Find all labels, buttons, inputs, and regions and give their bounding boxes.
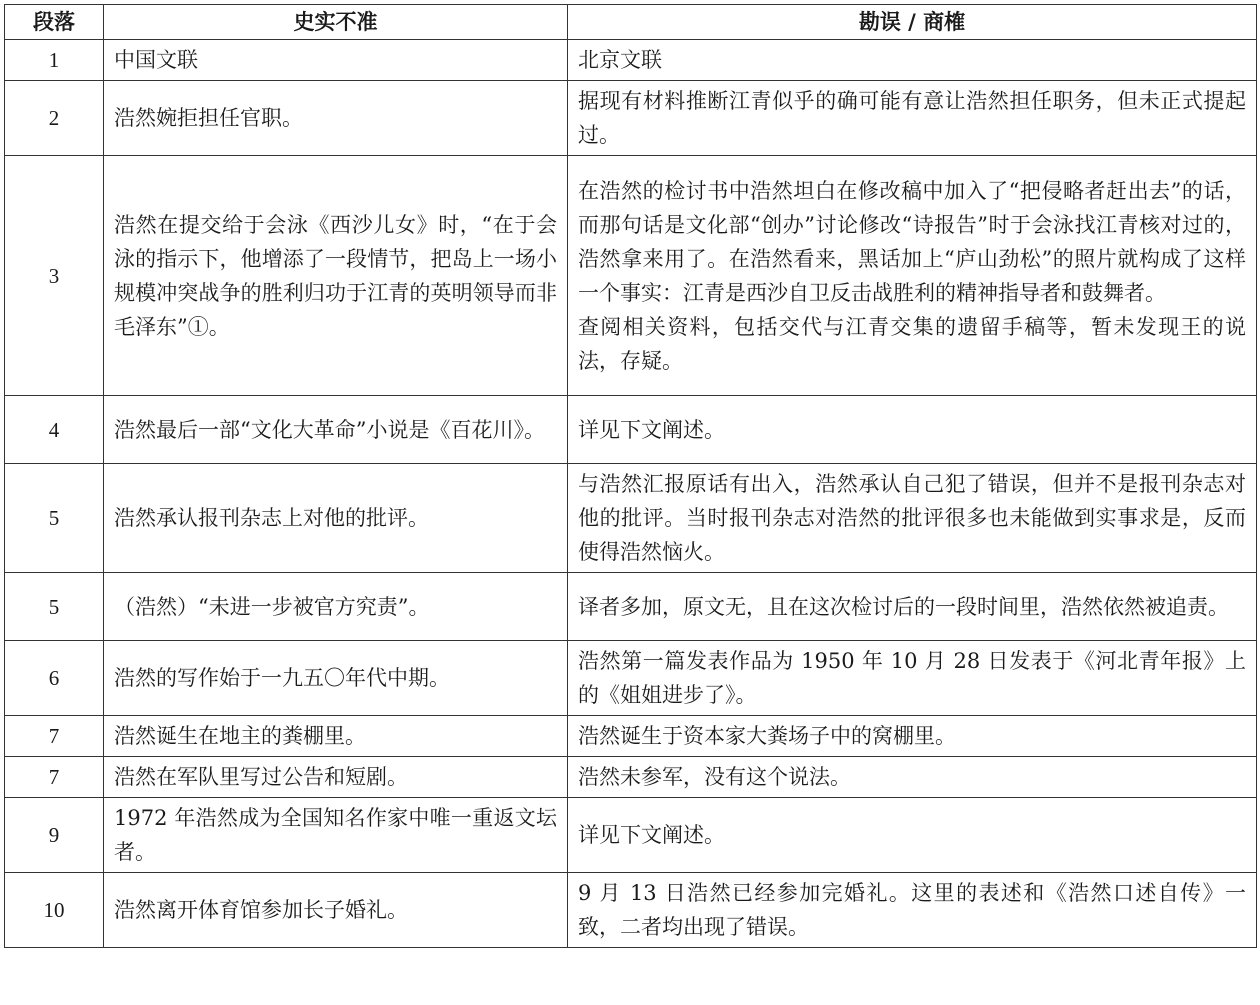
- paragraph-number: 1: [5, 40, 104, 81]
- correction-text: 北京文联: [578, 48, 662, 72]
- table-row: [5, 873, 1257, 948]
- inaccurate-fact-cell: [104, 40, 568, 81]
- inaccurate-fact-text: 浩然离开体育馆参加长子婚礼。: [114, 898, 408, 922]
- inaccurate-fact-text: （浩然）“未进一步被官方究责”。: [114, 594, 430, 619]
- table-row: [5, 396, 1257, 464]
- correction-text: 译者多加，原文无，且在这次检讨后的一段时间里，浩然依然被追责。: [578, 594, 1229, 619]
- paragraph-number: 3: [5, 156, 104, 396]
- inaccurate-fact-text: 浩然在军队里写过公告和短剧。: [114, 765, 408, 789]
- paragraph-number: 4: [5, 396, 104, 464]
- correction-text: 浩然第一篇发表作品为 1950 年 10 月 28 日发表于《河北青年报》上的《姐姐进步了》。: [578, 649, 1246, 707]
- inaccurate-fact-text: 浩然最后一部“文化大革命”小说是《百花川》。: [114, 417, 545, 442]
- paragraph-number: 2: [5, 81, 104, 156]
- correction-cell: [568, 757, 1257, 798]
- correction-cell: [568, 716, 1257, 757]
- table-row: [5, 81, 1257, 156]
- inaccurate-fact-text: 浩然承认报刊杂志上对他的批评。: [114, 506, 429, 530]
- inaccurate-fact-text: 浩然的写作始于一九五〇年代中期。: [114, 666, 450, 690]
- correction-cell: [568, 464, 1257, 573]
- table-row: [5, 641, 1257, 716]
- inaccurate-fact-text: 浩然在提交给于会泳《西沙儿女》时，“在于会泳的指示下，他增添了一段情节，把岛上一场小规模冲突战争的胜利归功于江青的英明领导而非毛泽东”①。: [114, 212, 557, 339]
- paragraph-number: 7: [5, 716, 104, 757]
- inaccurate-fact-cell: [104, 641, 568, 716]
- correction-cell: [568, 396, 1257, 464]
- inaccurate-fact-cell: [104, 81, 568, 156]
- inaccurate-fact-cell: [104, 716, 568, 757]
- header-paragraph: 段落: [5, 5, 104, 40]
- paragraph-number: 5: [5, 573, 104, 641]
- correction-text: 详见下文阐述。: [578, 823, 725, 847]
- table-row: [5, 716, 1257, 757]
- inaccurate-fact-cell: [104, 573, 568, 641]
- inaccurate-fact-cell: [104, 757, 568, 798]
- header-correction: 勘误 / 商榷: [568, 5, 1257, 40]
- correction-text: 在浩然的检讨书中浩然坦白在修改稿中加入了“把侵略者赶出去”的话，而那句话是文化部“创办”讨论修改“诗报告”时于会泳找江青核对过的，浩然拿来用了。在浩然看来，黑话加上“庐山劲松”的照片就构成了这样一个事实：江青是西沙自卫反击战胜利的精神指导者和鼓舞者。: [578, 178, 1246, 305]
- paragraph-number: 10: [5, 873, 104, 948]
- table-body: [5, 40, 1257, 948]
- correction-cell: [568, 40, 1257, 81]
- correction-text: 浩然未参军，没有这个说法。: [578, 765, 851, 789]
- correction-cell: [568, 573, 1257, 641]
- paragraph-number: 5: [5, 464, 104, 573]
- paragraph-number: 9: [5, 798, 104, 873]
- table-row: [5, 798, 1257, 873]
- correction-cell: [568, 81, 1257, 156]
- correction-text: 浩然诞生于资本家大粪场子中的窝棚里。: [578, 724, 956, 748]
- table-row: [5, 156, 1257, 396]
- paragraph-number: 7: [5, 757, 104, 798]
- paragraph-number: 6: [5, 641, 104, 716]
- correction-cell: [568, 798, 1257, 873]
- errata-table: [4, 4, 1257, 948]
- inaccurate-fact-text: 浩然诞生在地主的粪棚里。: [114, 724, 366, 748]
- correction-text: 详见下文阐述。: [578, 417, 725, 442]
- inaccurate-fact-cell: [104, 873, 568, 948]
- header-inaccurate: 史实不准: [104, 5, 568, 40]
- inaccurate-fact-text: 中国文联: [114, 48, 198, 72]
- inaccurate-fact-cell: [104, 396, 568, 464]
- correction-text: 与浩然汇报原话有出入，浩然承认自己犯了错误，但并不是报刊杂志对他的批评。当时报刊杂志对浩然的批评很多也未能做到实事求是，反而使得浩然恼火。: [578, 472, 1246, 564]
- correction-text: 9 月 13 日浩然已经参加完婚礼。这里的表述和《浩然口述自传》一致，二者均出现了错误。: [578, 881, 1246, 939]
- table-row: [5, 464, 1257, 573]
- correction-text: 据现有材料推断江青似乎的确可能有意让浩然担任职务，但未正式提起过。: [578, 89, 1246, 147]
- inaccurate-fact-cell: [104, 798, 568, 873]
- table-row: [5, 757, 1257, 798]
- inaccurate-fact-cell: [104, 156, 568, 396]
- inaccurate-fact-text: 1972 年浩然成为全国知名作家中唯一重返文坛者。: [114, 806, 557, 864]
- table-row: [5, 573, 1257, 641]
- correction-cell: [568, 156, 1257, 396]
- correction-cell: [568, 641, 1257, 716]
- table-row: [5, 40, 1257, 81]
- inaccurate-fact-text: 浩然婉拒担任官职。: [114, 106, 303, 130]
- correction-text: 查阅相关资料，包括交代与江青交集的遗留手稿等，暂未发现王的说法，存疑。: [578, 314, 1246, 373]
- correction-cell: [568, 873, 1257, 948]
- inaccurate-fact-cell: [104, 464, 568, 573]
- header-row: [5, 5, 1257, 40]
